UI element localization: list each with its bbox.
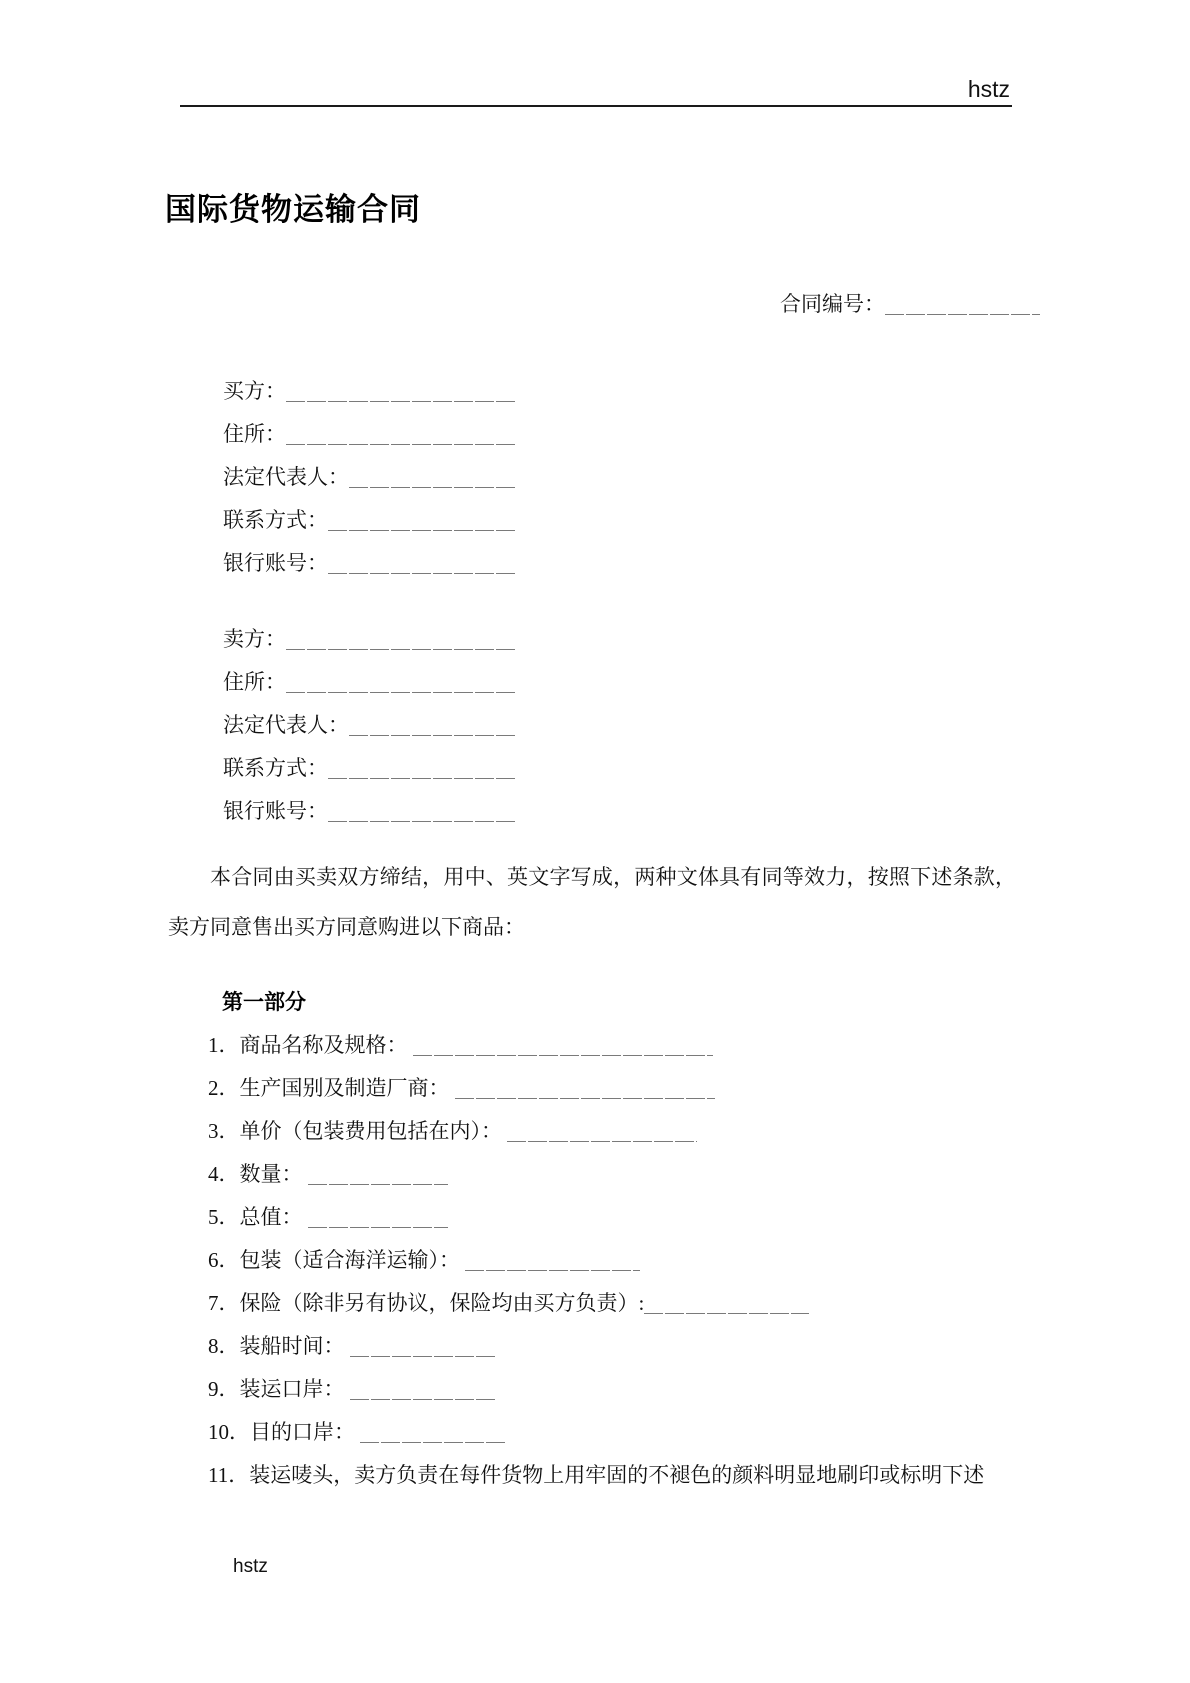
buyer-bank-label: 银行账号： (223, 551, 328, 575)
item-4-text: 4．数量： (208, 1162, 303, 1186)
list-item (208, 1368, 1168, 1411)
seller-field-row (223, 747, 516, 790)
seller-bank-blank (328, 801, 516, 822)
item-2-text: 2．生产国别及制造厂商： (208, 1076, 450, 1100)
list-item (208, 1067, 1168, 1110)
seller-contact-label: 联系方式： (223, 756, 328, 780)
seller-field-row (223, 618, 516, 661)
item-5-text: 5．总值： (208, 1205, 303, 1229)
list-item (208, 1110, 1168, 1153)
item-3-text: 3．单价（包装费用包括在内）： (208, 1119, 502, 1143)
item-9-blank (350, 1379, 495, 1400)
seller-info-block (223, 618, 516, 833)
buyer-field-row (223, 542, 516, 585)
buyer-label: 买方： (223, 379, 286, 403)
intro-paragraph: 本合同由买卖双方缔结，用中、英文字写成，两种文体具有同等效力，按照下述条款，卖方同意售出买方同意购进以下商品： (168, 865, 1016, 939)
list-item (208, 1153, 1168, 1196)
header-divider-line (180, 105, 1012, 107)
seller-label: 卖方： (223, 627, 286, 651)
item-10-text: 10．目的口岸： (208, 1420, 355, 1444)
list-item (208, 1239, 1168, 1282)
list-item (208, 1196, 1168, 1239)
item-1-blank (413, 1035, 713, 1056)
list-item (208, 1411, 1168, 1454)
seller-legal-rep-label: 法定代表人： (223, 713, 349, 737)
buyer-legal-rep-blank (349, 467, 516, 488)
item-1-text: 1．商品名称及规格： (208, 1033, 408, 1057)
buyer-field-row (223, 370, 516, 413)
item-7-blank (644, 1293, 809, 1314)
list-item (208, 1454, 1168, 1497)
buyer-info-block (223, 370, 516, 585)
buyer-blank (286, 381, 516, 402)
item-6-blank (465, 1250, 640, 1271)
contract-number-blank (885, 294, 1040, 315)
buyer-contact-label: 联系方式： (223, 508, 328, 532)
list-item (208, 1024, 1168, 1067)
section-one-items (208, 1024, 1168, 1497)
buyer-legal-rep-label: 法定代表人： (223, 465, 349, 489)
page-header-text: hstz (967, 76, 1010, 102)
item-2-blank (455, 1078, 715, 1099)
buyer-contact-blank (328, 510, 516, 531)
item-7-text: 7．保险（除非另有协议，保险均由买方负责）: (208, 1291, 645, 1315)
item-8-blank (350, 1336, 495, 1357)
buyer-bank-blank (328, 553, 516, 574)
section-one-heading: 第一部分 (222, 990, 306, 1014)
seller-field-row (223, 790, 516, 833)
seller-address-label: 住所： (223, 670, 286, 694)
page-footer-text: hstz (233, 1556, 268, 1577)
item-3-blank (507, 1121, 697, 1142)
contract-number-label: 合同编号： (780, 292, 885, 316)
seller-address-blank (286, 672, 516, 693)
item-5-blank (308, 1207, 448, 1228)
buyer-field-row (223, 413, 516, 456)
item-10-blank (360, 1422, 505, 1443)
buyer-field-row (223, 456, 516, 499)
seller-contact-blank (328, 758, 516, 779)
seller-field-row (223, 661, 516, 704)
item-4-blank (308, 1164, 448, 1185)
seller-blank (286, 629, 516, 650)
buyer-address-label: 住所： (223, 422, 286, 446)
buyer-field-row (223, 499, 516, 542)
list-item (208, 1282, 1168, 1325)
contract-number-row (780, 283, 1040, 326)
item-8-text: 8．装船时间： (208, 1334, 345, 1358)
list-item (208, 1325, 1168, 1368)
buyer-address-blank (286, 424, 516, 445)
seller-field-row (223, 704, 516, 747)
seller-bank-label: 银行账号： (223, 799, 328, 823)
item-9-text: 9．装运口岸： (208, 1377, 345, 1401)
item-6-text: 6．包装（适合海洋运输）： (208, 1248, 460, 1272)
seller-legal-rep-blank (349, 715, 516, 736)
document-title: 国际货物运输合同 (165, 192, 421, 227)
item-11-text: 11．装运唛头，卖方负责在每件货物上用牢固的不褪色的颜料明显地刷印或标明下述 (208, 1463, 985, 1487)
